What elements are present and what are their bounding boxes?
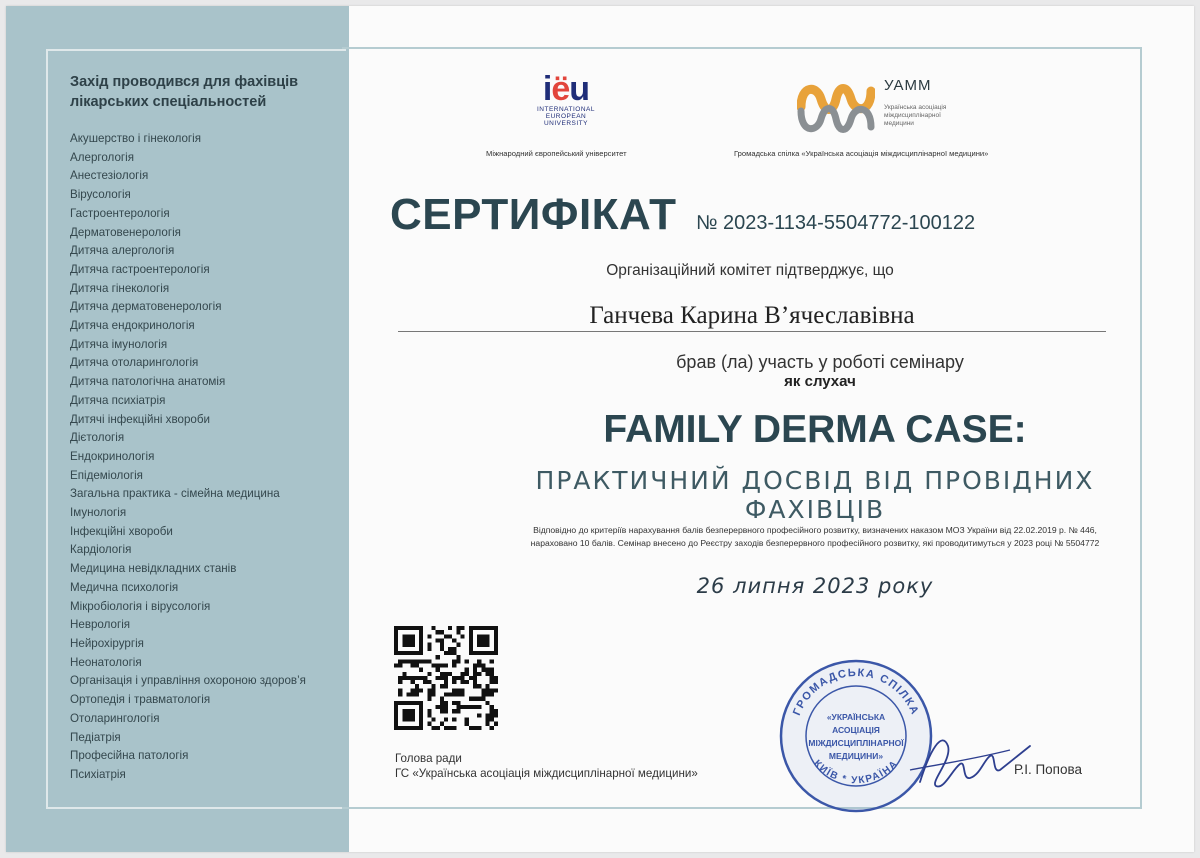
seal-center-line: МЕДИЦИНИ»: [828, 751, 884, 761]
confirm-text: Організаційний комітет підтверджує, що: [606, 262, 894, 279]
specialty-item: Дитяча алергологія: [70, 244, 175, 258]
accreditation-note-line: нараховано 10 балів. Семінар внесено до Реєстру заходів безперервного професійного розвитку, які проводитимуться у 2023 році № 5504772: [530, 538, 1100, 548]
recipient-name: Ганчева Карина В’ячеславівна: [589, 302, 915, 329]
ieu-logo-line: UNIVERSITY: [543, 120, 588, 127]
specialty-item: Медицина невідкладних станів: [70, 562, 237, 576]
uamm-name: УАММ: [884, 77, 932, 94]
specialty-item: Вірусологія: [70, 188, 131, 202]
seal-center-line: МІЖДИСЦИПЛІНАРНОЇ: [808, 738, 904, 748]
specialty-item: Професійна патологія: [70, 749, 189, 763]
uamm-caption: Громадська спілка «Українська асоціація міждисциплінарної медицини»: [734, 149, 989, 158]
seal-center-line: «УКРАЇНСЬКА: [826, 712, 886, 722]
specialty-item: Кардіологія: [70, 543, 132, 557]
signature-icon: [900, 720, 1060, 800]
specialty-item: Акушерство і гінекологія: [70, 132, 202, 145]
specialty-item: Дитяча гастроентерологія: [70, 262, 210, 276]
certificate-title: СЕРТИФІКАТ: [390, 190, 677, 239]
ieu-logo-line: EUROPEAN: [545, 113, 587, 120]
specialty-item: Дитяча дерматовенерологія: [70, 300, 222, 314]
participant-role: як слухач: [784, 373, 856, 390]
seal-center-line: АСОЦІАЦІЯ: [832, 725, 880, 735]
sidebar-heading: Захід проводився для фахівців лікарських спеціальностей: [70, 74, 299, 110]
specialty-item: Дитяча імунологія: [70, 337, 168, 351]
accreditation-note-line: Відповідно до критеріїв нарахування балів безперервного професійного розвитку, визначених наказом МОЗ України від 22.02.2019 р. № 446,: [533, 525, 1097, 535]
specialty-item: Дитяча ендокринологія: [70, 319, 195, 333]
specialty-item: Психіатрія: [70, 767, 126, 781]
seminar-subtitle: ПРАКТИЧНИЙ ДОСВІД ВІД ПРОВІДНИХ ФАХІВЦІВ: [535, 466, 1095, 524]
ieu-logo-mark: iëu: [542, 70, 590, 108]
specialty-item: Неонатологія: [70, 655, 142, 669]
seal-ring-bottom: КИЇВ * УКРАЇНА: [811, 758, 901, 787]
specialty-item: Загальна практика - сімейна медицина: [70, 487, 280, 501]
uamm-logo-icon: [797, 77, 875, 137]
certificate-number: № 2023-1134-5504772-100122: [696, 212, 976, 234]
specialty-item: Нейрохірургія: [70, 636, 144, 650]
accreditation-note: [380, 524, 1140, 550]
event-date: 26 липня 2023 року: [696, 574, 934, 598]
specialty-item: Алергологія: [70, 150, 134, 164]
specialty-item: Анестезіологія: [70, 169, 149, 183]
qr-code-icon: [394, 626, 498, 730]
specialties-list: [70, 130, 306, 785]
specialty-item: Отоларингологія: [70, 711, 160, 725]
specialty-item: Неврологія: [70, 618, 131, 632]
specialty-item: Дитячі інфекційні хвороби: [70, 412, 210, 426]
ieu-caption: Міжнародний європейський університет: [486, 149, 627, 158]
specialty-item: Дієтологія: [70, 431, 125, 445]
specialty-item: Імунологія: [70, 506, 127, 520]
chair-title: Голова ради: [395, 752, 462, 765]
specialty-item: Медична психологія: [70, 580, 179, 594]
specialty-item: Гастроентерологія: [70, 206, 170, 220]
specialty-item: Ортопедія і травматологія: [70, 693, 211, 707]
specialty-item: Дерматовенерологія: [70, 225, 181, 239]
specialty-item: Дитяча отоларингологія: [70, 356, 199, 370]
seal-ring-top: ГРОМАДСЬКА СПІЛКА: [790, 666, 922, 718]
chair-organization: ГС «Українська асоціація міждисциплінарної медицини»: [395, 767, 698, 780]
specialty-item: Інфекційні хвороби: [70, 524, 173, 538]
ieu-logo: [486, 72, 646, 127]
specialty-item: Дитяча психіатрія: [70, 393, 166, 407]
specialty-item: Дитяча патологічна анатомія: [70, 375, 226, 389]
signer-name: Р.І. Попова: [1014, 762, 1083, 777]
name-underline: [398, 331, 1106, 332]
uamm-subtitle: Українська асоціація міждисциплінарної медицини: [884, 104, 947, 127]
specialty-item: Ендокринологія: [70, 449, 155, 463]
participation-text: брав (ла) участь у роботі семінару: [676, 352, 964, 372]
specialty-item: Педіатрія: [70, 730, 121, 744]
specialty-item: Дитяча гінекологія: [70, 281, 170, 295]
specialty-item: Організація і управління охороною здоров’я: [70, 674, 306, 688]
seminar-title: FAMILY DERMA CASE:: [603, 408, 1027, 451]
specialty-item: Мікробіологія і вірусологія: [70, 599, 211, 613]
ieu-logo-line: INTERNATIONAL: [536, 106, 596, 113]
specialty-item: Епідеміологія: [70, 468, 143, 482]
chair-label: [395, 751, 698, 781]
